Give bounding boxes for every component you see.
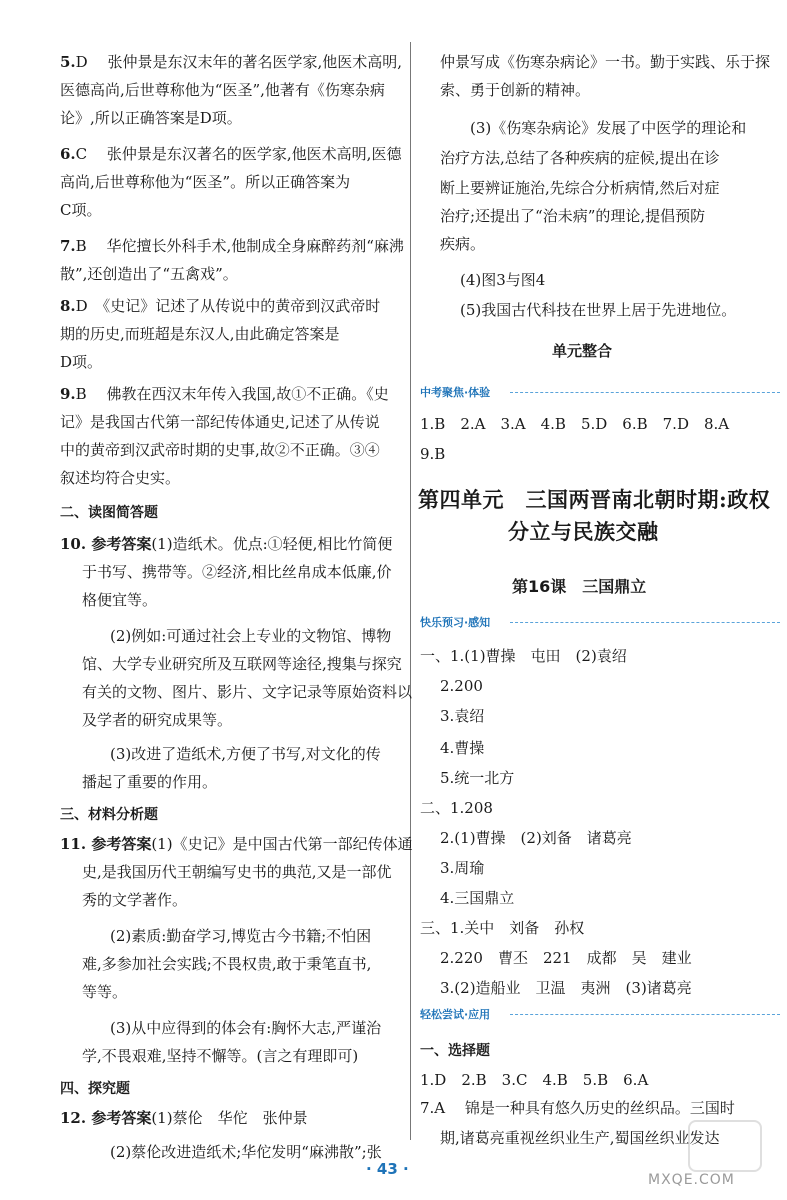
answer-text: 疾病。 (440, 235, 486, 253)
answer-text: 3.袁绍 (440, 707, 485, 725)
left-text-line (60, 440, 380, 460)
answer-text: 4.曹操 (440, 739, 485, 757)
answer-text: B 华佗擅长外科手术,他制成全身麻醉药剂“麻沸 (75, 237, 404, 255)
unit-summary-heading: 单元整合 (552, 342, 613, 360)
answer-text: (3)改进了造纸术,方便了书写,对文化的传 (110, 745, 381, 763)
answer-text: (3)从中应得到的体会有:胸怀大志,严谨治 (110, 1019, 382, 1037)
right-text-line (440, 52, 770, 72)
section-heading: 四、探究题 (60, 1081, 130, 1097)
answer-text: 7.A 锦是一种具有悠久历史的丝织品。三国时 (420, 1099, 735, 1117)
answer-text: 治疗方法,总结了各种疾病的症候,提出在诊 (440, 149, 720, 167)
answer-text: 2.200 (440, 677, 483, 695)
answer-text: 二、1.208 (420, 799, 493, 817)
answer-text: 5.统一北方 (440, 769, 515, 787)
left-text-line (82, 862, 392, 882)
left-text-line (60, 296, 380, 316)
answer-text: 治疗;还提出了“治未病”的理论,提倡预防 (440, 207, 706, 225)
right-text-line (420, 414, 729, 434)
right-text-line (420, 918, 584, 938)
right-text-line (420, 798, 493, 818)
answer-text: 4.三国鼎立 (440, 889, 515, 907)
unit4-title-line1: 第四单元 三国两晋南北朝时期:政权 (418, 487, 771, 512)
question-number: 9. (60, 385, 76, 403)
section-heading: 二、读图简答题 (60, 505, 158, 521)
right-text-line (440, 888, 514, 908)
left-text-line (82, 710, 232, 730)
left-text-line (110, 626, 391, 646)
right-text-line (460, 270, 545, 290)
section-heading: 一、选择题 (420, 1043, 490, 1059)
answer-text: 中的黄帝到汉武帝时期的史事,故②不正确。③④ (60, 441, 380, 459)
answer-text: (2)蔡伦改进造纸术;华佗发明“麻沸散”;张 (110, 1143, 382, 1161)
section-heading: 三、材料分析题 (60, 807, 158, 823)
right-text-line (470, 118, 746, 138)
answer-text: 3.(2)造船业 卫温 夷洲 (3)诸葛亮 (440, 979, 692, 997)
right-text-line (420, 646, 627, 666)
unit4-title-line2: 分立与民族交融 (508, 519, 659, 544)
answer-text: 一、1.(1)曹操 屯田 (2)袁绍 (420, 647, 627, 665)
left-text-line (60, 144, 401, 164)
answer-text: 于书写、携带等。②经济,相比丝帛成本低廉,价 (82, 563, 392, 581)
answer-text: 馆、大学专业研究所及互联网等途径,搜集与探究 (82, 655, 402, 673)
left-text-line (82, 954, 371, 974)
question-number: 7. (60, 237, 76, 255)
right-text-line (440, 706, 484, 726)
tag-qingsong: 轻松尝试·应用 (420, 1008, 491, 1021)
right-text-line (440, 80, 590, 100)
question-number: 12. 参考答案 (60, 1109, 152, 1127)
answer-text: B 佛教在西汉末年传入我国,故①不正确。《史 (75, 385, 389, 403)
right-text-line (440, 768, 514, 788)
right-text-line (440, 676, 483, 696)
answer-text: (4)图3与图4 (460, 271, 546, 289)
left-text-line (110, 926, 371, 946)
answer-text: (2)素质:勤奋学习,博览古今书籍;不怕困 (110, 927, 372, 945)
left-text-line (60, 108, 242, 128)
answer-text: 学,不畏艰难,坚持不懈等。(言之有理即可) (82, 1047, 359, 1065)
answer-text: 2.220 曹丕 221 成都 吴 建业 (440, 949, 692, 967)
answer-text: 三、1.关中 刘备 孙权 (420, 919, 585, 937)
answer-text: 等等。 (82, 983, 128, 1001)
left-text-line (60, 200, 101, 220)
right-text-line (420, 1070, 648, 1090)
right-text-line (440, 1128, 720, 1148)
left-text-line (110, 744, 381, 764)
left-text-line (82, 654, 402, 674)
answer-text: D项。 (60, 353, 103, 371)
left-text-line (60, 80, 385, 100)
answer-text: 1.B 2.A 3.A 4.B 5.D 6.B 7.D 8.A (420, 415, 730, 433)
watermark-stamp (688, 1120, 762, 1172)
answer-text: (5)我国古代科技在世界上居于先进地位。 (460, 301, 737, 319)
left-text-line (60, 172, 350, 192)
left-text-line (60, 502, 158, 523)
answer-text: D 张仲景是东汉末年的著名医学家,他医术高明, (75, 53, 403, 71)
answer-text: 秀的文学著作。 (82, 891, 188, 909)
question-number: 6. (60, 145, 76, 163)
answer-text: 散”,还创造出了“五禽戏”。 (60, 265, 238, 283)
answer-text: 期的历史,而班超是东汉人,由此确定答案是 (60, 325, 340, 343)
answer-text: 断上要辨证施治,先综合分析病情,然后对症 (440, 179, 720, 197)
tag-zhongkao: 中考聚焦·体验 (420, 386, 491, 399)
question-number: 5. (60, 53, 76, 71)
left-text-line (60, 534, 392, 554)
answer-text: C 张仲景是东汉著名的医学家,他医术高明,医德 (75, 145, 402, 163)
left-text-line (110, 1018, 381, 1038)
answer-text: 有关的文物、图片、影片、文字记录等原始资料以 (82, 683, 413, 701)
left-text-line (82, 562, 392, 582)
question-number: 8. (60, 297, 76, 315)
right-text-line (440, 738, 484, 758)
right-text-line (440, 978, 692, 998)
left-text-line (60, 804, 158, 825)
right-text-line (440, 178, 720, 198)
left-text-line (82, 772, 217, 792)
answer-text: 记》是我国古代第一部纪传体通史,记述了从传说 (60, 413, 380, 431)
right-text-line (440, 948, 692, 968)
answer-text: 医德高尚,后世尊称他为“医圣”,他著有《伤寒杂病 (60, 81, 385, 99)
tag-kuaile-rule (510, 622, 780, 623)
left-text-line (60, 264, 238, 284)
left-text-line (60, 1078, 130, 1099)
left-text-line (60, 412, 380, 432)
left-text-line (82, 1046, 358, 1066)
question-number: 10. 参考答案 (60, 535, 152, 553)
answer-text: 3.周瑜 (440, 859, 485, 877)
answer-text: 史,是我国历代王朝编写史书的典范,又是一部优 (82, 863, 392, 881)
tag-zhongkao-rule (510, 392, 780, 393)
right-text-line (440, 858, 484, 878)
answer-text: 索、勇于创新的精神。 (440, 81, 591, 99)
left-text-line (60, 834, 413, 854)
right-text-line (420, 444, 445, 464)
left-text-line (60, 324, 340, 344)
right-text-line (440, 828, 632, 848)
answer-text: 论》,所以正确答案是D项。 (60, 109, 242, 127)
answer-text: 期,诸葛亮重视丝织业生产,蜀国丝织业发达 (440, 1129, 720, 1147)
tag-qingsong-rule (510, 1014, 780, 1015)
lesson16-title: 第16课 三国鼎立 (512, 577, 647, 596)
question-number: 11. 参考答案 (60, 835, 152, 853)
page-number: · 43 · (366, 1160, 409, 1178)
answer-text: (1)蔡伦 华佗 张仲景 (151, 1109, 308, 1127)
answer-text: (1)《史记》是中国古代第一部纪传体通 (151, 835, 413, 853)
left-text-line (60, 52, 402, 72)
answer-text: 播起了重要的作用。 (82, 773, 218, 791)
right-text-line (440, 148, 720, 168)
left-text-line (60, 1108, 308, 1128)
answer-text: 格便宜等。 (82, 591, 158, 609)
right-text-line (440, 234, 485, 254)
answer-text: 2.(1)曹操 (2)刘备 诸葛亮 (440, 829, 632, 847)
answer-text: 及学者的研究成果等。 (82, 711, 233, 729)
left-text-line (110, 1142, 382, 1162)
right-text-line (420, 1040, 490, 1061)
answer-text: 叙述均符合史实。 (60, 469, 181, 487)
answer-text: 难,多参加社会实践;不畏权贵,敢于秉笔直书, (82, 955, 372, 973)
right-text-line (440, 206, 705, 226)
answer-text: 9.B (420, 445, 446, 463)
answer-text: 1.D 2.B 3.C 4.B 5.B 6.A (420, 1071, 649, 1089)
right-text-line (420, 1098, 735, 1118)
left-text-line (60, 236, 404, 256)
left-text-line (82, 590, 157, 610)
answer-text: (2)例如:可通过社会上专业的文物馆、博物 (110, 627, 392, 645)
answer-text: (1)造纸术。优点:①轻便,相比竹简便 (151, 535, 393, 553)
right-text-line (460, 300, 736, 320)
answer-text: 仲景写成《伤寒杂病论》一书。勤于实践、乐于探 (440, 53, 771, 71)
watermark-text: MXQE.COM (648, 1172, 735, 1188)
answer-text: 高尚,后世尊称他为“医圣”。所以正确答案为 (60, 173, 351, 191)
left-text-line (82, 982, 127, 1002)
tag-kuaile: 快乐预习·感知 (420, 616, 491, 629)
column-divider (410, 42, 411, 1140)
left-text-line (82, 890, 187, 910)
left-text-line (82, 682, 412, 702)
left-text-line (60, 352, 102, 372)
left-text-line (60, 384, 389, 404)
answer-text: (3)《伤寒杂病论》发展了中医学的理论和 (470, 119, 747, 137)
answer-text: C项。 (60, 201, 102, 219)
answer-text: D 《史记》记述了从传说中的黄帝到汉武帝时 (75, 297, 381, 315)
left-text-line (60, 468, 180, 488)
